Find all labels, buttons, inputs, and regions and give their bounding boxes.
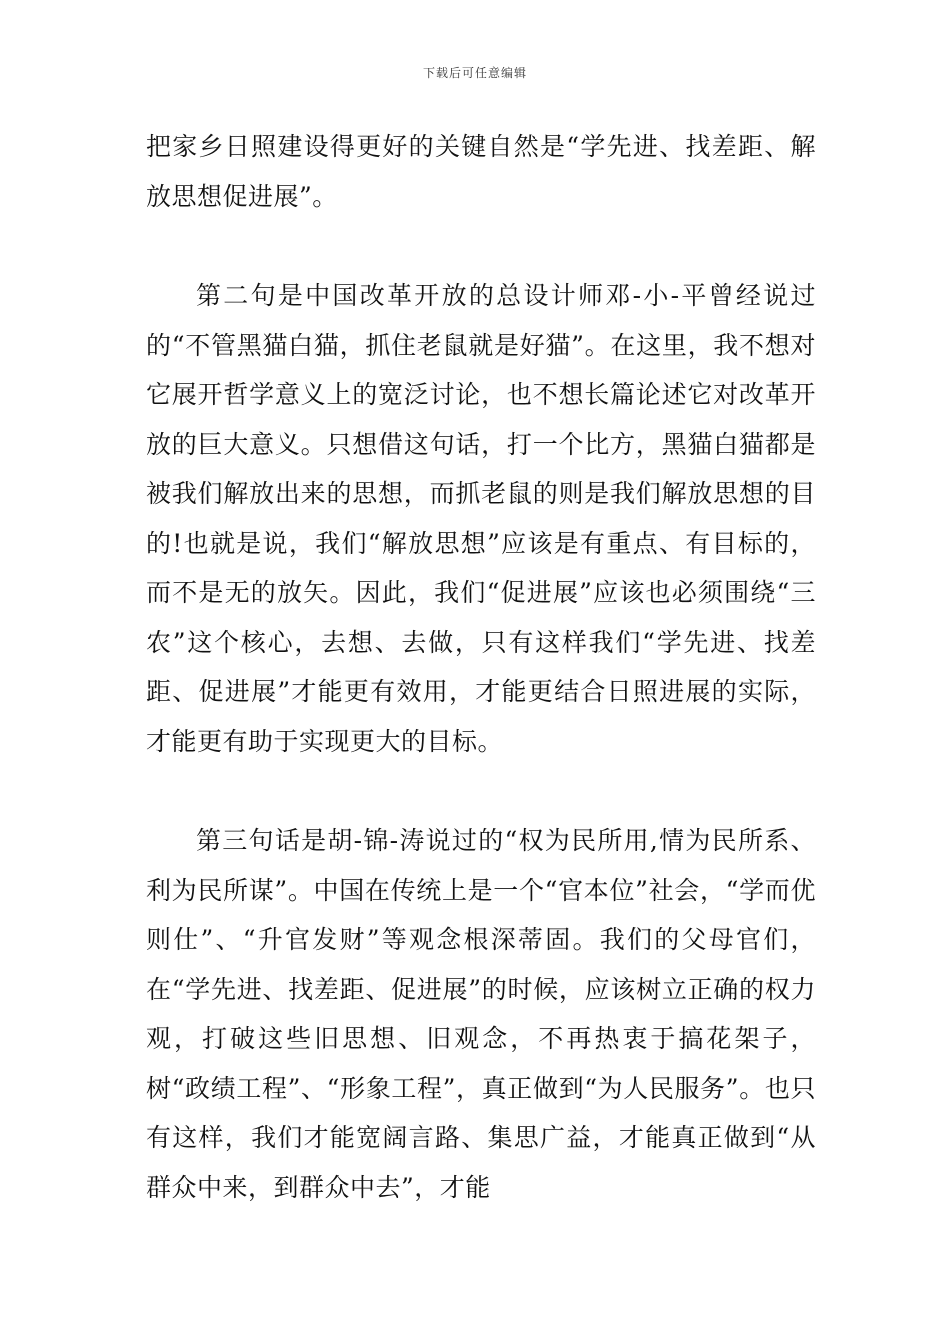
paragraph-1: 把家乡日照建设得更好的关键自然是“学先进、找差距、解放思想促进展”。: [146, 132, 816, 211]
page-header: 下载后可任意编辑: [422, 66, 527, 80]
paragraph-3: 第三句话是胡-锦-涛说过的“权为民所用,情为民所系、利为民所谋”。中国在传统上是一个“官本位”社会，“学而优则仕”、“升官发财”等观念根深蒂固。我们的父母官们，在“学先进、找差距、促进展”的时候，应该树立正确的权力观，打破这些旧思想、旧观念，不再热衷于搞花架子，树“政绩工程”、“形象工程”，真正做到“为人民服务”。也只有这样，我们才能宽阔言路、集思广益，才能真正做到“从群众中来，到群众中去”，才能: [146, 826, 816, 1202]
paragraph-2: 第二句是中国改革开放的总设计师邓-小-平曾经说过的“不管黑猫白猫，抓住老鼠就是好猫”。在这里，我不想对它展开哲学意义上的宽泛讨论，也不想长篇论述它对改革开放的巨大意义。只想借这句话，打一个比方，黑猫白猫都是被我们解放出来的思想，而抓老鼠的则是我们解放思想的目的!也就是说，我们“解放思想”应该是有重点、有目标的，而不是无的放矢。因此，我们“促进展”应该也必须围绕“三农”这个核心，去想、去做，只有这样我们“学先进、找差距、促进展”才能更有效用，才能更结合日照进展的实际，才能更有助于实现更大的目标。: [146, 281, 816, 756]
document-body: [146, 122, 816, 1212]
